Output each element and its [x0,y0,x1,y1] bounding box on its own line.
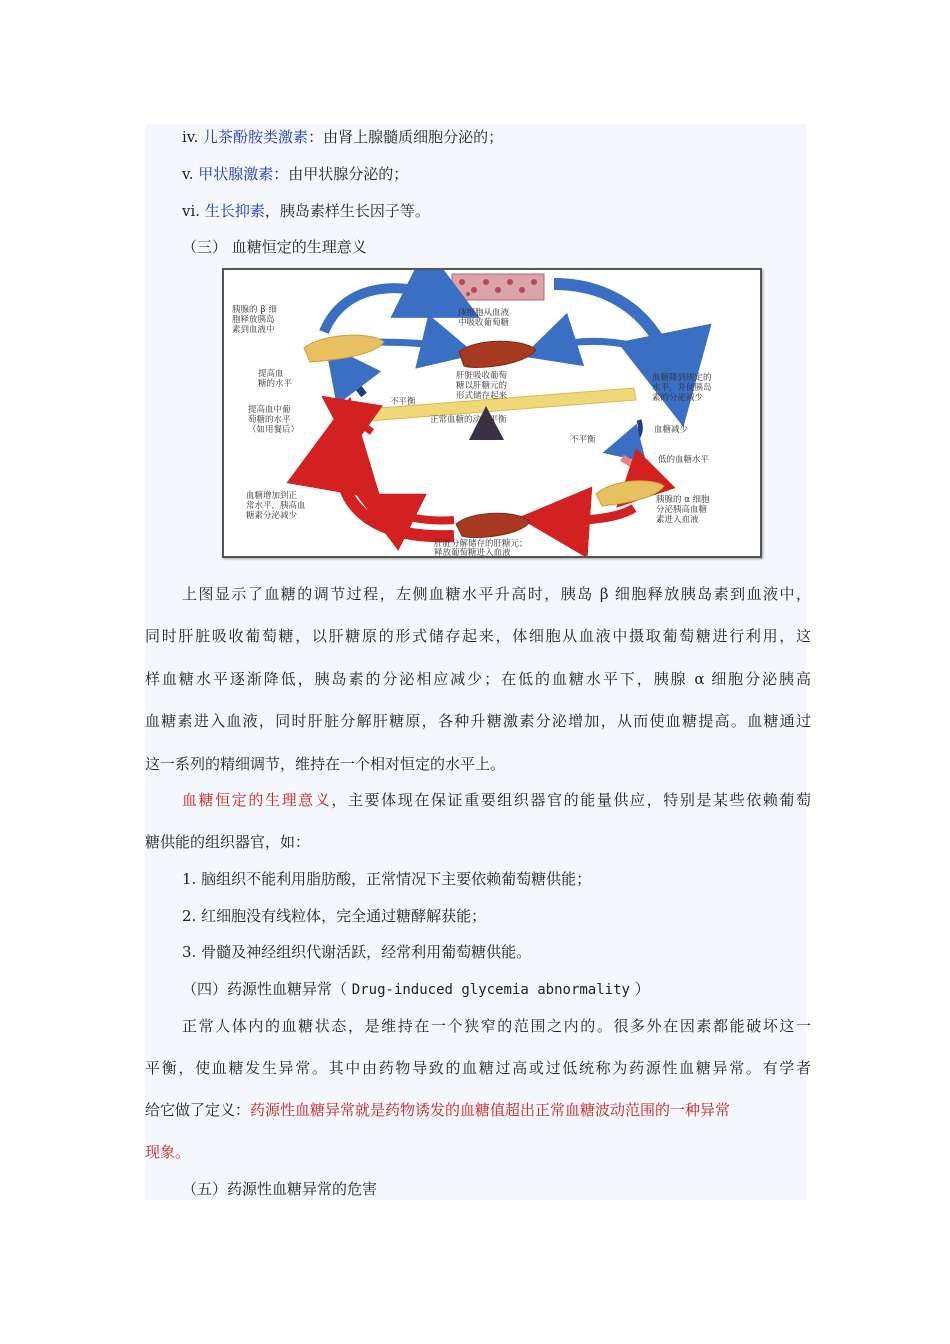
pancreas-icon [304,335,384,362]
arrow-liver-back [549,341,644,348]
item-iv-number: iv. [182,128,199,146]
arrow-raise [342,366,364,395]
item-v-number: v. [182,165,194,183]
label-drop-level: 血糖降到规定的水平，并使胰岛素的分泌减少 [652,373,712,403]
section4-heading-en: Drug-induced glycemia abnormality [351,982,630,998]
para1-line1: 上图显示了血糖的调节过程，左侧血糖水平升高时，胰岛 β 细胞释放胰岛素到血液中， [182,585,811,603]
label-body-cells: 体细胞从血液中吸收葡萄糖 [458,308,510,328]
arrow-release [384,508,454,521]
arrow-decrease [622,420,640,448]
arrow-to-liver-bottom [554,508,634,521]
item-vi-number: vi. [182,202,201,220]
arrow-cells-down [554,284,674,380]
arrow-to-cells [324,288,444,332]
list-item: 1. 脑组织不能利用脂肪酸，正常情况下主要依赖葡萄糖供能； [182,870,592,888]
para1-line2: 同时肝脏吸收葡萄糖，以肝糖原的形式储存起来，体细胞从血液中摄取葡萄糖进行利用，这 [145,627,811,645]
item-vi-term[interactable]: 生长抑素 [204,202,265,220]
para3-line4: 现象。 [145,1143,191,1161]
label-rise-normal: 血糖增加到正常水平，胰高血糖素分泌减少 [246,491,306,521]
item-vi [182,201,848,221]
para2-line2: 糖供能的组织器官，如： [145,833,311,851]
label-imbalance-left: 不平衡 [390,397,416,407]
blood-glucose-regulation-figure [222,268,762,558]
item-iv [182,127,848,147]
liver-icon [459,341,536,367]
label-beta-cells: 胰腺的 β 细胞释放胰岛素到血液中 [232,305,277,335]
para3-definition: 药源性血糖异常就是药物诱发的血糖值超出正常血糖波动范围的一种异常 [250,1101,731,1119]
item-vi-desc: ，胰岛素样生长因子等。 [264,202,430,220]
item-v-term[interactable]: 甲状腺激素 [198,165,274,183]
section3-heading: （三） 血糖恒定的生理意义 [182,238,367,256]
label-liver-store: 肝脏吸收葡萄糖以肝糖元的形式储存起来 [456,371,508,401]
item-v-desc: ：由甲状腺分泌的； [273,165,409,183]
para2-rest: ，主要体现在保证重要组织器官的能量供应，特别是某些依赖葡萄 [331,791,811,809]
liver-bottom-icon [456,513,530,537]
label-raise-level: 提高血糖的水平 [258,369,293,389]
label-low-level: 低的血糖水平 [658,455,710,465]
para3-line3 [145,1100,811,1120]
list-item: 2. 红细胞没有线粒体，完全通过糖酵解获能； [182,907,487,925]
para1-line5: 这一系列的精细调节，维持在一个相对恒定的水平上。 [145,755,506,773]
label-alpha-cells: 胰腺的 α 细胞分泌胰高血糖素进入血液 [656,495,710,525]
item-v [182,164,848,184]
label-decrease: 血糖减少 [654,425,689,435]
item-iv-term[interactable]: 儿茶酚胺类激素 [203,128,309,146]
list-item: 3. 骨髓及神经组织代谢活跃，经常利用葡萄糖供能。 [182,943,532,961]
label-balance: 正常血糖的动态平衡 [430,415,507,425]
para3-line2: 平衡，使血糖发生异常。其中由药物导致的血糖过高或过低统称为药源性血糖异常。有学者 [145,1059,811,1077]
label-liver-release: 肝脏分解储存的肝糖元；释放葡萄糖进入血液 [434,539,528,556]
section4-heading-cn: （四）药源性血糖异常（ [182,980,348,998]
section5-heading: （五）药源性血糖异常的危害 [182,1180,378,1198]
para1-line3: 样血糖水平逐渐降低，胰岛素的分泌相应减少；在低的血糖水平下，胰腺 α 细胞分泌胰高 [145,670,811,688]
para2-line1 [182,790,811,810]
para3-plain: 给它做了定义： [145,1101,251,1119]
para2-highlight: 血糖恒定的生理意义 [182,791,332,809]
regulation-diagram [224,270,760,556]
section4-heading-close: ） [634,980,650,998]
pancreas-bottom-icon [596,481,664,506]
label-after-meal: 提高血中葡萄糖的水平（如用餐后） [248,405,300,435]
para3-line1: 正常人体内的血糖状态，是维持在一个狭窄的范围之内的。很多外在因素都能破坏这一 [182,1017,811,1035]
para1-line4: 血糖素进入血液，同时肝脏分解肝糖原，各种升糖激素分泌增加，从而使血糖提高。血糖通过 [145,712,811,730]
section4-heading [182,979,848,1000]
item-iv-desc: ：由肾上腺髓质细胞分泌的； [308,128,504,146]
label-imbalance-right: 不平衡 [570,435,596,445]
